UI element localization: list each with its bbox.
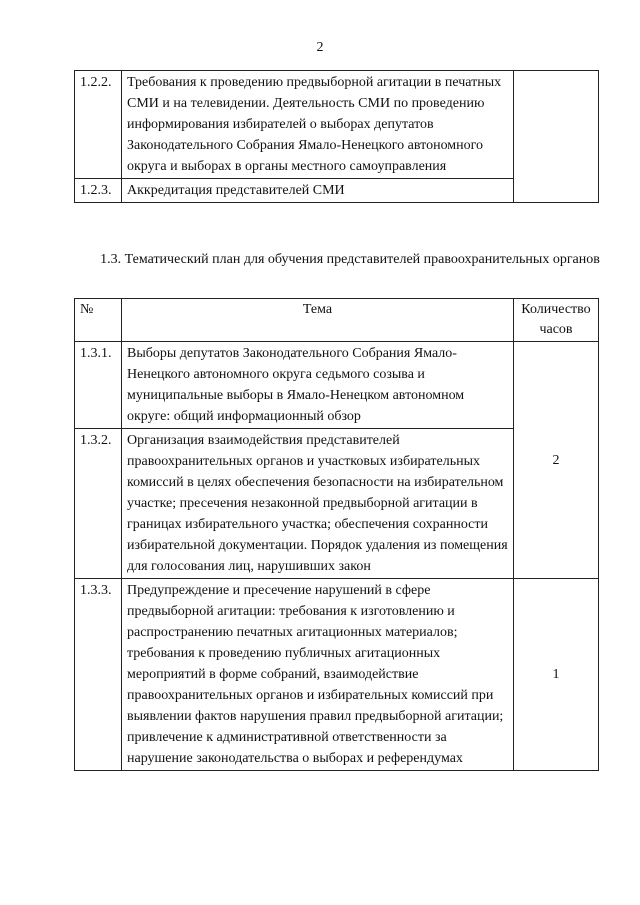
row-number: 1.3.2. <box>75 429 122 579</box>
table-header-row <box>75 299 599 342</box>
row-number: 1.3.1. <box>75 342 122 429</box>
row-topic: Предупреждение и пресечение нарушений в сфере предвыборной агитации: требования к изготовлению и распространению печатных агитационных материалов; требования к проведению публичных агитационных мероприятий в форме собраний, взаимодействие правоохранительных органов и избирательных комиссий при выявлении фактов нарушения правил предвыборной агитации; привлечение к административной ответственности за нарушение законодательства о выборах и референдумах <box>122 579 514 771</box>
table-continued <box>74 70 599 203</box>
row-topic: Аккредитация представителей СМИ <box>122 179 514 203</box>
row-topic: Выборы депутатов Законодательного Собрания Ямало-Ненецкого автономного округа седьмого созыва и муниципальные выборы в Ямало-Ненецком автономном округе: общий информационный обзор <box>122 342 514 429</box>
row-number: 1.3.3. <box>75 579 122 771</box>
table-row <box>75 71 599 179</box>
section-heading: 1.3. Тематический план для обучения представителей правоохранительных органов <box>100 252 600 267</box>
page-number: 2 <box>316 40 324 55</box>
row-topic: Требования к проведению предвыборной агитации в печатных СМИ и на телевидении. Деятельность СМИ по проведению информирования избирателей о выборах депутатов Законодательного Собрания Ямало-Ненецкого автономного округа и выборах в органы местного самоуправления <box>122 71 514 179</box>
header-hours: Количество часов <box>514 299 599 342</box>
table-row <box>75 342 599 429</box>
row-hours <box>514 71 599 203</box>
row-hours: 2 <box>514 342 599 579</box>
row-hours: 1 <box>514 579 599 771</box>
row-number: 1.2.2. <box>75 71 122 179</box>
header-number: № <box>75 299 122 342</box>
thematic-plan-table <box>74 298 599 771</box>
table-row <box>75 579 599 771</box>
row-topic: Организация взаимодействия представителей правоохранительных органов и участковых избирательных комиссий в целях обеспечения безопасности на избирательном участке; пресечения незаконной предвыборной агитации в границах избирательного участка; обеспечения сохранности избирательной документации. Порядок удаления из помещения для голосования лиц, нарушивших закон <box>122 429 514 579</box>
header-topic: Тема <box>122 299 514 342</box>
row-number: 1.2.3. <box>75 179 122 203</box>
